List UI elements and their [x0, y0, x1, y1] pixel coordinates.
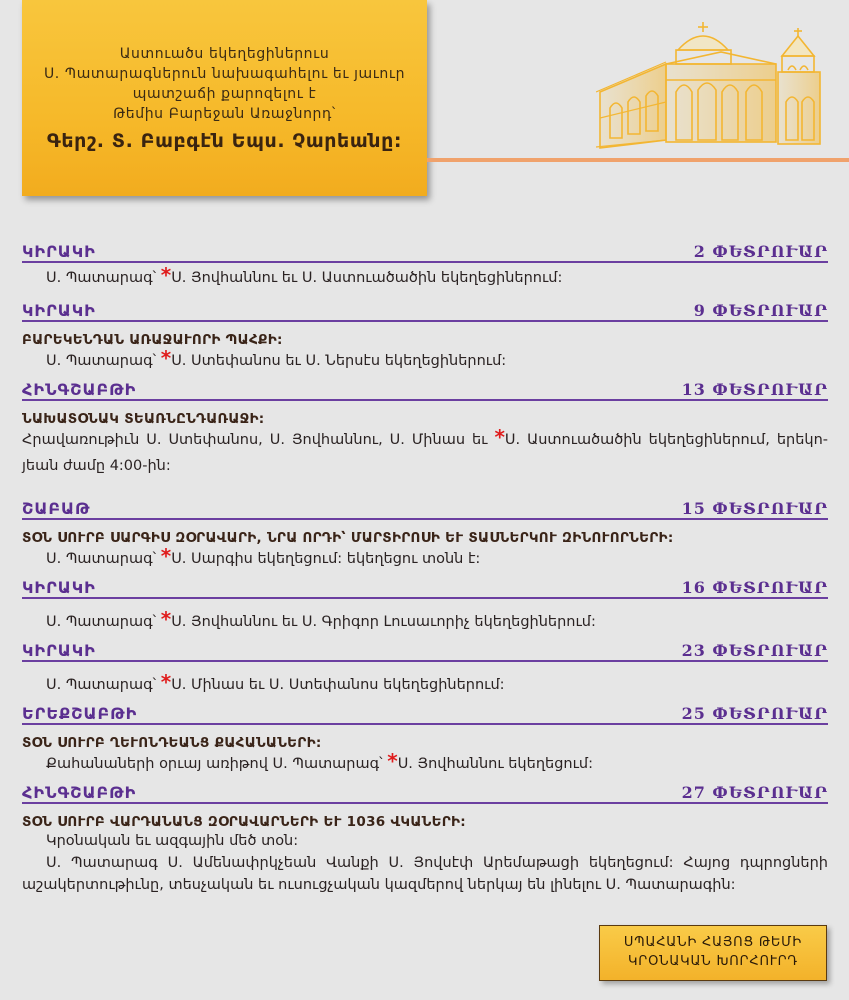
header-divider: [427, 158, 849, 162]
day-date: 27 ՓԵՏՐՈՒԱՐ: [681, 783, 828, 802]
day-date: 2 ՓԵՏՐՈՒԱՐ: [693, 242, 828, 261]
service-line: Ս. Պատարագ՝ *Ս. Մինաս եւ Ս. Ստեփանոս եկեղեցիներում:: [46, 670, 505, 694]
day-name: ԿԻՐԱԿԻ: [22, 578, 96, 597]
day-name: ՀԻՆԳՇԱԲԹԻ: [22, 380, 137, 399]
asterisk-icon: *: [387, 749, 398, 773]
schedule: [22, 236, 828, 896]
service-line: Կրօնական եւ ազգային մեծ տօն:: [46, 833, 299, 849]
signature-line-1: ՍՊԱՀԱՆԻ ՀԱՅՈՑ ԹԵՄԻ: [623, 935, 803, 950]
service-line: Ս. Պատարագ՝ *Ս. Ստեփանոս եւ Ս. Ներսէս եկեղեցիներում:: [46, 346, 507, 370]
service-line-continued: յեան ժամը 4:00-ին:: [22, 458, 171, 474]
day-heading: [22, 777, 828, 804]
asterisk-icon: *: [494, 425, 505, 449]
day-date: 25 ՓԵՏՐՈՒԱՐ: [681, 704, 828, 723]
feast-title: ՏՕՆ ՍՈՒՐԲ ՎԱՐԴԱՆԱՆՑ ԶՕՐԱՎԱՐՆԵՐԻ ԵՒ 1036 ՎԿԱՆԵՐԻ:: [22, 814, 466, 830]
day-heading: [22, 295, 828, 322]
feast-title: ԲԱՐԵԿԵՆԴԱՆ ԱՌԱՋԱՒՈՐԻ ՊԱՀՔԻ:: [22, 332, 283, 348]
feast-title: ՏՕՆ ՍՈՒՐԲ ՂԵՒՈՆԴԵԱՆՑ ՔԱՀԱՆԱՆԵՐԻ:: [22, 735, 322, 751]
day-date: 13 ՓԵՏՐՈՒԱՐ: [681, 380, 828, 399]
day-heading: [22, 236, 828, 263]
service-paragraph: Ս. Պատարագ Ս. Ամենափրկչեան Վանքի Ս. Յովսէփ Արեմաթացի եկեղեցում: Հայոց դպրոցների աշակերտութիւնը, տեսչական եւ ուսուցչական կազմերով ներկայ են լինելու Ս. Պատարագին:: [22, 855, 828, 893]
asterisk-icon: *: [160, 544, 172, 568]
day-date: 9 ՓԵՏՐՈՒԱՐ: [693, 301, 828, 320]
signature-box: [599, 925, 827, 981]
signature-line-2: ԿՐՕՆԱԿԱՆ ԽՈՐՀՈՒՐԴ: [627, 954, 799, 969]
header-line-2: Ս. Պատարագներուն նախագահելու եւ յաւուր: [43, 66, 406, 82]
asterisk-icon: *: [160, 670, 172, 694]
day-name: ԿԻՐԱԿԻ: [22, 242, 96, 261]
day-heading: [22, 698, 828, 725]
day-name: ՇԱԲԱԹ: [22, 499, 91, 518]
header-line-3: պատշաճի քարոզելու է: [132, 86, 317, 102]
day-date: 16 ՓԵՏՐՈՒԱՐ: [681, 578, 828, 597]
header-banner: [22, 0, 427, 196]
asterisk-icon: *: [160, 346, 172, 370]
day-name: ԵՐԵՔՇԱԲԹԻ: [22, 704, 138, 723]
day-heading: [22, 374, 828, 401]
day-heading: [22, 635, 828, 662]
header-line-1: Աստուածս եկեղեցիներուս: [119, 46, 330, 62]
day-date: 23 ՓԵՏՐՈՒԱՐ: [681, 641, 828, 660]
day-name: ԿԻՐԱԿԻ: [22, 301, 96, 320]
feast-title: ՆԱԽԱՏՕՆԱԿ ՏԵԱՌՆԸՆԴԱՌԱՋԻ:: [22, 411, 265, 427]
day-heading: [22, 493, 828, 520]
header-line-4: Թեմիս Բարեջան Առաջնորդ՝: [113, 106, 336, 122]
asterisk-icon: *: [160, 607, 172, 631]
service-line: Ս. Պատարագ՝ *Ս. Յովհաննու եւ Ս. Գրիգոր Լուսաւորիչ եկեղեցիներում:: [46, 607, 596, 631]
day-date: 15 ՓԵՏՐՈՒԱՐ: [681, 499, 828, 518]
bishop-name: Գերշ. Տ. Բաբգէն Եպս. Չարեանը:: [46, 130, 403, 152]
service-line: Ս. Պատարագ՝ *Ս. Յովհաննու եւ Ս. Աստուածածին եկեղեցիներում:: [46, 263, 563, 287]
day-name: ԿԻՐԱԿԻ: [22, 641, 96, 660]
day-heading: [22, 572, 828, 599]
feast-title: ՏՕՆ ՍՈՒՐԲ ՍԱՐԳԻՍ ԶՕՐԱՎԱՐԻ, ՆՐԱ ՈՐԴԻ՝ ՄԱՐՏԻՐՈՍԻ ԵՒ ՏԱՍՆԵՐԿՈՒ ԶԻՆՈՒՈՐՆԵՐԻ:: [22, 530, 674, 546]
church-illustration: [596, 22, 826, 150]
service-line: Ս. Պատարագ՝ *Ս. Սարգիս եկեղեցում: եկեղեցու տօնն է:: [46, 544, 481, 568]
asterisk-icon: *: [160, 263, 172, 287]
service-line: Հրավառութիւն Ս. Ստեփանոս, Ս. Յովհաննու, Ս. Մինաս եւ *Ս. Աստուածածին եկեղեցիներում, երեկո-: [22, 425, 828, 449]
service-line: Քահանաների օրւայ առիթով Ս. Պատարագ՝ *Ս. Յովհաննու եկեղեցում:: [46, 749, 593, 773]
day-name: ՀԻՆԳՇԱԲԹԻ: [22, 783, 137, 802]
